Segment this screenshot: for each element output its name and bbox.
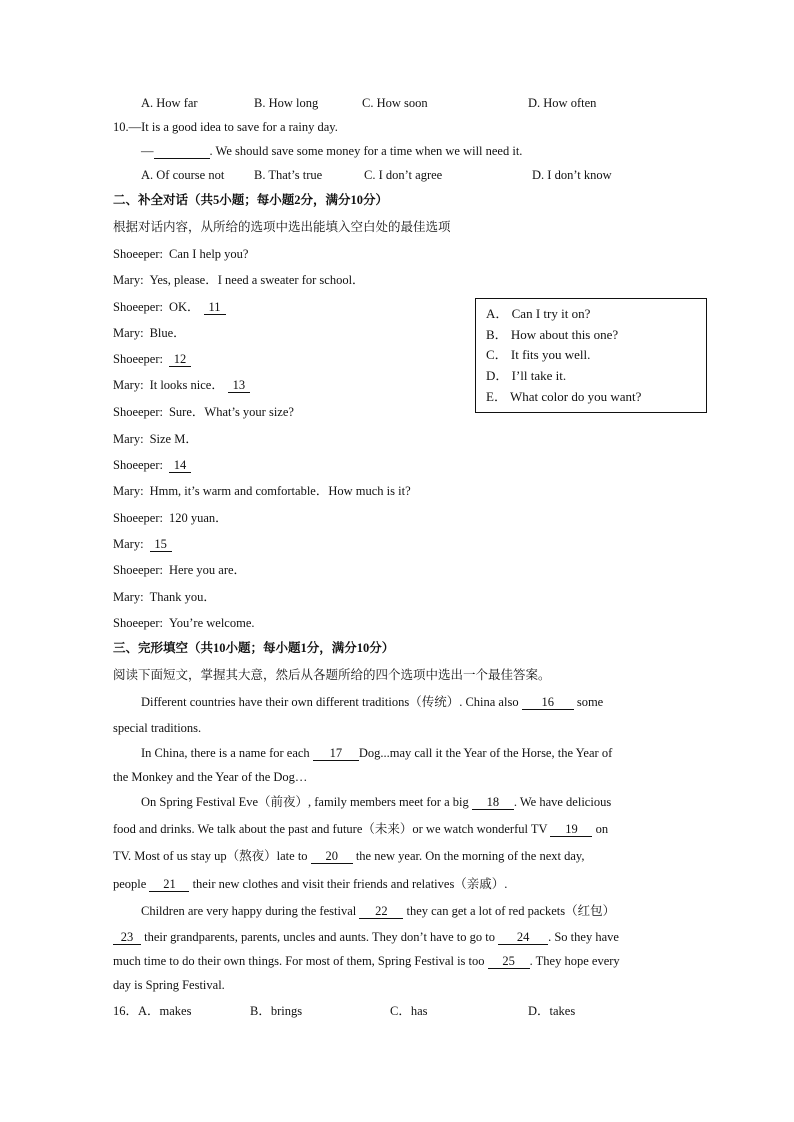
blank-19: 19 [550, 822, 592, 837]
dialog-choices-box [475, 298, 707, 413]
section2-title: 二、补全对话（共5小题；每小题2分，满分10分） [113, 193, 389, 207]
choice-e: E． What color do you want? [486, 388, 642, 404]
q9-option-d: D. How often [528, 96, 597, 110]
speaker-name: Shoeeper: [113, 511, 163, 525]
p4-line2: 23 their grandparents, parents, uncles and aunts. They don’t have to go to 24 . So they have [113, 929, 619, 945]
q16-option-a: A．makes [138, 1004, 192, 1018]
p4-line4: day is Spring Festival. [113, 978, 225, 992]
speaker-name: Shoeeper: [113, 300, 163, 314]
blank-23: 23 [113, 930, 141, 945]
blank-16: 16 [522, 695, 574, 710]
speaker-name: Shoeeper: [113, 247, 163, 261]
blank-18: 18 [472, 795, 514, 810]
q9-option-c: C. How soon [362, 96, 428, 110]
blank-25: 25 [488, 954, 530, 969]
blank-22: 22 [359, 904, 403, 919]
dialog-line [113, 325, 186, 341]
dialog-line [113, 536, 172, 552]
q10-option-b: B. That’s true [254, 168, 323, 182]
dialog-line [113, 431, 198, 447]
choice-c: C． It fits you well. [486, 347, 591, 363]
dialog-text: Can I help you? [168, 247, 249, 261]
q16-option-d: D．takes [528, 1004, 576, 1018]
choice-d: D． I’ll take it. [486, 368, 567, 384]
dialog-text: 120 yuan． [168, 511, 228, 525]
q9-option-b: B. How long [254, 96, 319, 110]
dialog-text: Thank you． [149, 590, 216, 604]
section3-title: 三、完形填空（共10小题；每小题1分，满分10分） [113, 641, 395, 655]
dialog-blank: 15 [150, 537, 172, 552]
dialog-text: Size M． [149, 432, 198, 446]
speaker-name: Mary: [113, 484, 144, 498]
dialog-text: Here you are． [168, 563, 247, 577]
dialog-blank: 13 [228, 378, 250, 393]
speaker-name: Shoeeper: [113, 563, 163, 577]
dialog-line [113, 615, 255, 631]
p3-line3: TV. Most of us stay up（熬夜）late to 20 the new year. On the morning of the next day, [113, 849, 585, 863]
section2-instruction: 根据对话内容，从所给的选项中选出能填入空白处的最佳选项 [113, 220, 451, 234]
q10-option-a: A. Of course not [141, 168, 225, 182]
dialog-text: It looks nice． [149, 378, 224, 392]
q16-option-b: B．brings [250, 1004, 303, 1018]
p3-line1: On Spring Festival Eve（前夜）, family members meet for a big 18 . We have delicious [141, 795, 612, 809]
p1-line1: Different countries have their own different traditions（传统）. China also 16 some [141, 695, 604, 709]
dialog-line [113, 351, 191, 367]
dialog-line [113, 589, 216, 605]
dialog-blank: 14 [169, 458, 191, 473]
speaker-name: Mary: [113, 537, 144, 551]
speaker-name: Mary: [113, 590, 144, 604]
speaker-name: Mary: [113, 326, 144, 340]
q10-blank [154, 144, 210, 159]
dialog-text: You’re welcome. [168, 616, 255, 630]
speaker-name: Shoeeper: [113, 352, 163, 366]
p4-line1: Children are very happy during the festival 22 they can get a lot of red packets（红包） [141, 904, 616, 918]
speaker-name: Shoeeper: [113, 616, 163, 630]
dialog-text: Sure．What’s your size? [168, 405, 294, 419]
dialog-line [113, 510, 228, 526]
blank-24: 24 [498, 930, 548, 945]
speaker-name: Mary: [113, 378, 144, 392]
blank-17: 17 [313, 746, 359, 761]
p1-line2: special traditions. [113, 721, 202, 735]
speaker-name: Mary: [113, 432, 144, 446]
choice-a: A． Can I try it on? [486, 306, 591, 321]
dialog-line [113, 457, 191, 473]
dialog-text: Blue． [149, 326, 186, 340]
blank-21: 21 [149, 877, 189, 892]
blank-20: 20 [311, 849, 353, 864]
dialog-line [113, 272, 365, 288]
dialog-line [113, 562, 246, 578]
speaker-name: Shoeeper: [113, 458, 163, 472]
speaker-name: Shoeeper: [113, 405, 163, 419]
q10-option-d: D. I don’t know [532, 168, 612, 182]
section3-instruction: 阅读下面短文，掌握其大意，然后从各题所给的四个选项中选出一个最佳答案。 [113, 668, 551, 682]
q16-number: 16． [113, 1004, 139, 1018]
dialog-line [113, 246, 248, 262]
q10-question: 10.—It is a good idea to save for a rainy day. [113, 120, 338, 134]
dialog-line [113, 483, 411, 499]
q9-option-a: A. How far [141, 96, 198, 110]
choice-b: B． How about this one? [486, 326, 619, 342]
dialog-line [113, 299, 226, 315]
q16-option-c: C．has [390, 1004, 428, 1018]
q10-response: — . We should save some money for a time when we will need it. [141, 144, 523, 158]
q10-option-c: C. I don’t agree [364, 168, 443, 182]
dialog-line [113, 377, 250, 393]
dialog-text: Yes, please．I need a sweater for school． [149, 273, 365, 287]
p3-line2: food and drinks. We talk about the past and future（未来）or we watch wonderful TV 19 on [113, 822, 609, 836]
dialog-blank: 12 [169, 352, 191, 367]
dialog-line [113, 404, 294, 420]
dialog-text: OK． [168, 300, 200, 314]
p2-line1: In China, there is a name for each 17 Dog...may call it the Year of the Horse, the Year of [141, 746, 613, 760]
speaker-name: Mary: [113, 273, 144, 287]
dialog-text: Hmm, it’s warm and comfortable．How much is it? [149, 484, 411, 498]
dialog-blank: 11 [204, 300, 226, 315]
p4-line3: much time to do their own things. For most of them, Spring Festival is too 25 . They hope every [113, 954, 620, 968]
p3-line4: people 21 their new clothes and visit their friends and relatives（亲戚）. [113, 877, 508, 891]
p2-line2: the Monkey and the Year of the Dog… [113, 770, 308, 784]
